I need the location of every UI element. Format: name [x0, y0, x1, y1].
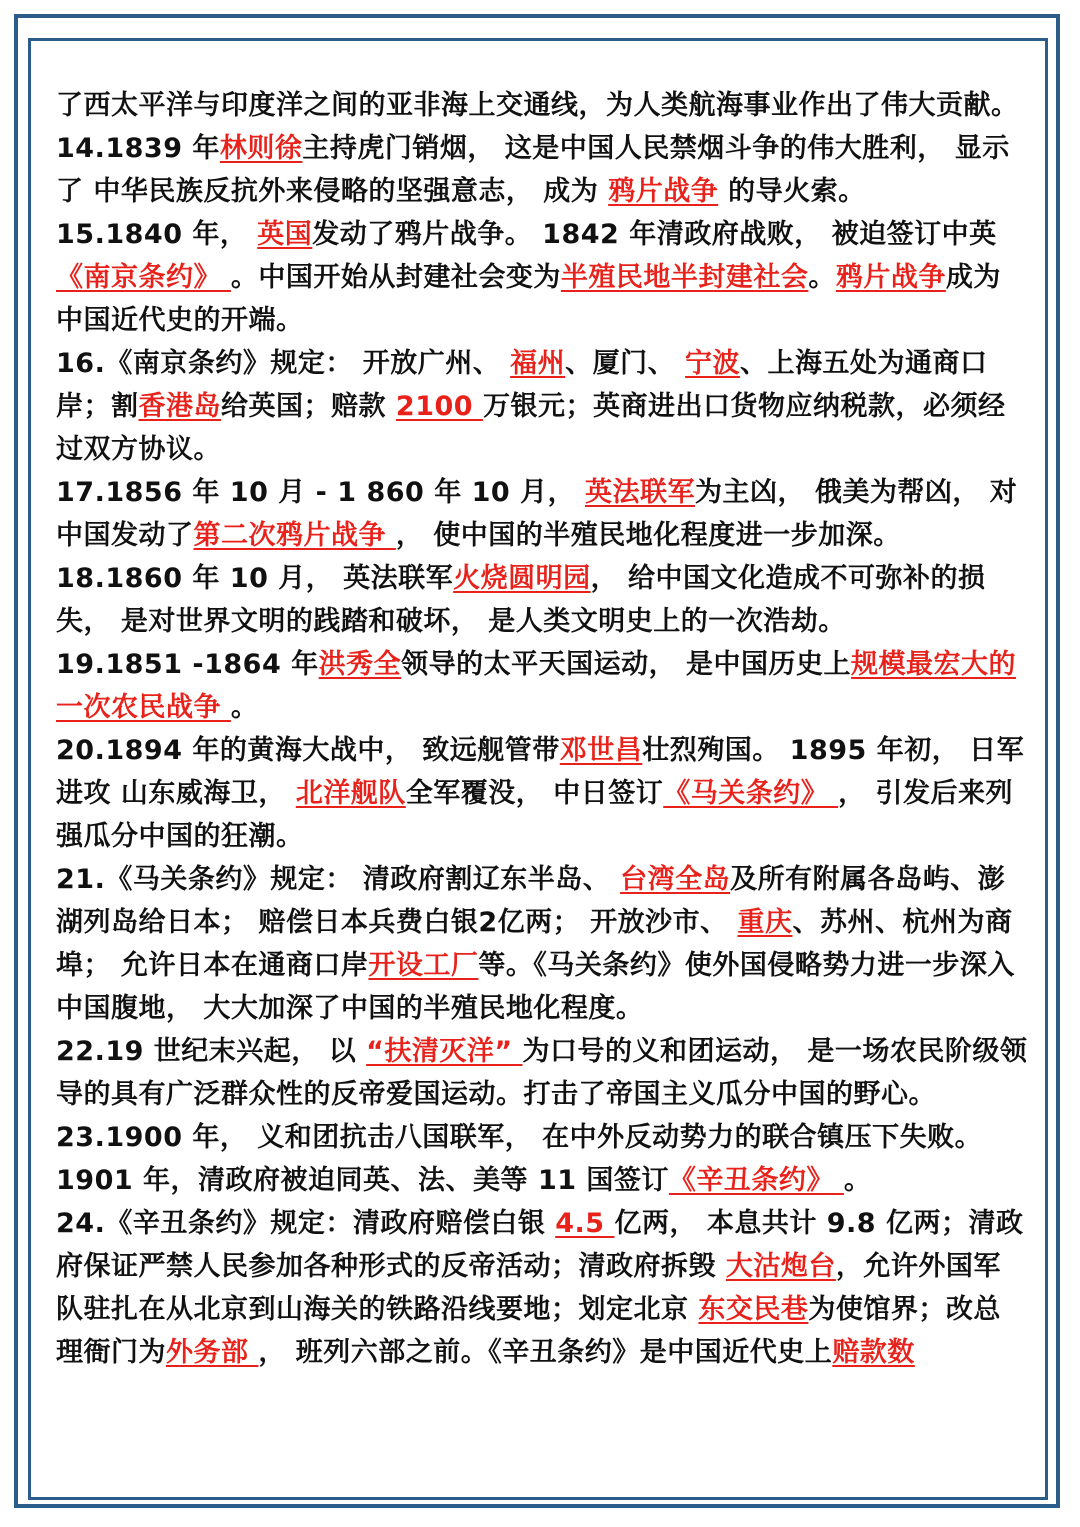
- text-segment: 壮烈殉国。 1895 年初， 日军进攻 山东威海卫，: [56, 735, 1025, 809]
- text-segment: 、苏州、杭州为商埠； 允许日本在通商口岸: [56, 907, 1013, 981]
- paragraph: [56, 84, 1028, 127]
- text-segment: 16.《南京条约》规定： 开放广州、: [56, 348, 511, 379]
- highlighted-term: 4.5: [555, 1208, 615, 1239]
- text-segment: 。中国开始从封建社会变为: [230, 262, 561, 293]
- text-segment: 主持虎门销烟， 这是中国人民禁烟斗争的伟大胜利， 显示了 中华民族反抗外来侵略的坚强意志， 成为: [56, 133, 1010, 207]
- paragraph: [56, 1116, 1028, 1202]
- highlighted-term: 外务部: [166, 1337, 259, 1368]
- text-segment: 。: [808, 262, 836, 293]
- highlighted-term: 福州: [510, 348, 566, 379]
- highlighted-term: 英法联军: [584, 477, 695, 508]
- text-segment: 20.1894 年的黄海大战中， 致远舰管带: [56, 735, 560, 766]
- highlighted-term: 洪秀全: [318, 649, 402, 680]
- text-segment: ， 给中国文化造成不可弥补的损失， 是对世界文明的践踏和破坏， 是人类文明史上的一次浩劫。: [56, 563, 986, 637]
- highlighted-term: 英国: [257, 219, 313, 250]
- highlighted-term: 邓世昌: [559, 735, 643, 766]
- text-segment: 万银元；英商进出口货物应纳税款，必须经过双方协议。: [56, 391, 1006, 465]
- highlighted-term: 鸦片战争: [835, 262, 946, 293]
- text-segment: 全军覆没， 中日签订: [405, 778, 664, 809]
- highlighted-term: 东交民巷: [698, 1294, 809, 1325]
- text-segment: 24.《辛丑条约》规定：清政府赔偿白银: [56, 1208, 556, 1239]
- highlighted-term: 火烧圆明园: [453, 563, 591, 594]
- text-segment: 18.1860 年 10 月， 英法联军: [56, 563, 454, 594]
- highlighted-term: 《南京条约》: [56, 262, 231, 293]
- text-segment: ， 班列六部之前。《辛丑条约》是中国近代史上: [258, 1337, 833, 1368]
- text-segment: 17.1856 年 10 月 - 1 860 年 10 月，: [56, 477, 585, 508]
- highlighted-term: 开设工厂: [368, 950, 479, 981]
- paragraph: [56, 127, 1028, 213]
- paragraph: [56, 1030, 1028, 1116]
- highlighted-term: 半殖民地半封建社会: [560, 262, 809, 293]
- document-body: [56, 84, 1028, 1374]
- highlighted-term: 香港岛: [138, 391, 221, 422]
- paragraph: [56, 1202, 1028, 1374]
- highlighted-term: 规模最宏大的一次农民战争: [56, 649, 1017, 723]
- text-segment: 领导的太平天国运动， 是中国历史上: [401, 649, 852, 680]
- highlighted-term: 第二次鸦片战争: [193, 520, 396, 551]
- text-segment: 亿两， 本息共计 9.8 亿两；清政府保证严禁人民参加各种形式的反帝活动；清政府拆毁: [56, 1208, 1024, 1282]
- text-segment: 、厦门、: [565, 348, 686, 379]
- text-segment: 、上海五处为通商口岸；割: [56, 348, 988, 422]
- text-segment: 23.1900 年， 义和团抗击八国联军， 在中外反动势力的联合镇压下失败。 1901 年，清政府被迫同英、法、美等 11 国签订: [56, 1122, 983, 1196]
- text-segment: 为口号的义和团运动， 是一场农民阶级领导的具有广泛群众性的反帝爱国运动。打击了帝国主义瓜分中国的野心。: [56, 1036, 1028, 1110]
- highlighted-term: 2100: [395, 391, 483, 422]
- highlighted-term: 北洋舰队: [295, 778, 406, 809]
- text-segment: 及所有附属各岛屿、澎湖列岛给日本； 赔偿日本兵费白银2亿两； 开放沙市、: [56, 864, 1006, 938]
- paragraph: [56, 729, 1028, 858]
- text-segment: 的导火索。: [718, 176, 866, 207]
- text-segment: 21.《马关条约》规定： 清政府割辽东半岛、: [56, 864, 621, 895]
- text-segment: 成为中国近代史的开端。: [56, 262, 1001, 336]
- text-segment: ，允许外国军队驻扎在从北京到山海关的铁路沿线要地；划定北京: [56, 1251, 1001, 1325]
- text-segment: 给英国；赔款: [221, 391, 396, 422]
- highlighted-term: 重庆: [737, 907, 793, 938]
- text-segment: 15.1840 年，: [56, 219, 258, 250]
- text-segment: 发动了鸦片战争。 1842 年清政府战败， 被迫签订中英: [312, 219, 997, 250]
- paragraph: [56, 471, 1028, 557]
- text-segment: 为主凶， 俄美为帮凶， 对中国发动了: [56, 477, 1018, 551]
- highlighted-term: 《辛丑条约》: [668, 1165, 844, 1196]
- paragraph: [56, 213, 1028, 342]
- text-segment: 为使馆界；改总理衙门为: [56, 1294, 1001, 1368]
- highlighted-term: 宁波: [685, 348, 741, 379]
- text-segment: 14.1839 年: [56, 133, 220, 164]
- text-segment: ， 引发后来列强瓜分中国的狂潮。: [56, 778, 1014, 852]
- paragraph: [56, 557, 1028, 643]
- highlighted-term: 大沽炮台: [725, 1251, 836, 1282]
- text-segment: 。: [230, 692, 259, 723]
- text-segment: 22.19 世纪末兴起， 以: [56, 1036, 367, 1067]
- text-segment: 了西太平洋与印度洋之间的亚非海上交通线，为人类航海事业作出了伟大贡献。: [56, 90, 1019, 121]
- paragraph: [56, 643, 1028, 729]
- paragraph: [56, 858, 1028, 1030]
- highlighted-term: 《马关条约》: [663, 778, 839, 809]
- highlighted-term: 林则徐: [219, 133, 303, 164]
- paragraph: [56, 342, 1028, 471]
- highlighted-term: 赔款数: [832, 1337, 915, 1368]
- highlighted-term: “扶清灭洋”: [366, 1036, 523, 1067]
- text-segment: 等。《马关条约》使外国侵略势力进一步深入中国腹地， 大大加深了中国的半殖民地化程度。: [56, 950, 1015, 1024]
- text-segment: 19.1851 -1864 年: [56, 649, 319, 680]
- text-segment: ， 使中国的半殖民地化程度进一步加深。: [395, 520, 901, 551]
- text-segment: 。: [843, 1165, 872, 1196]
- highlighted-term: 台湾全岛: [620, 864, 731, 895]
- highlighted-term: 鸦片战争: [608, 176, 719, 207]
